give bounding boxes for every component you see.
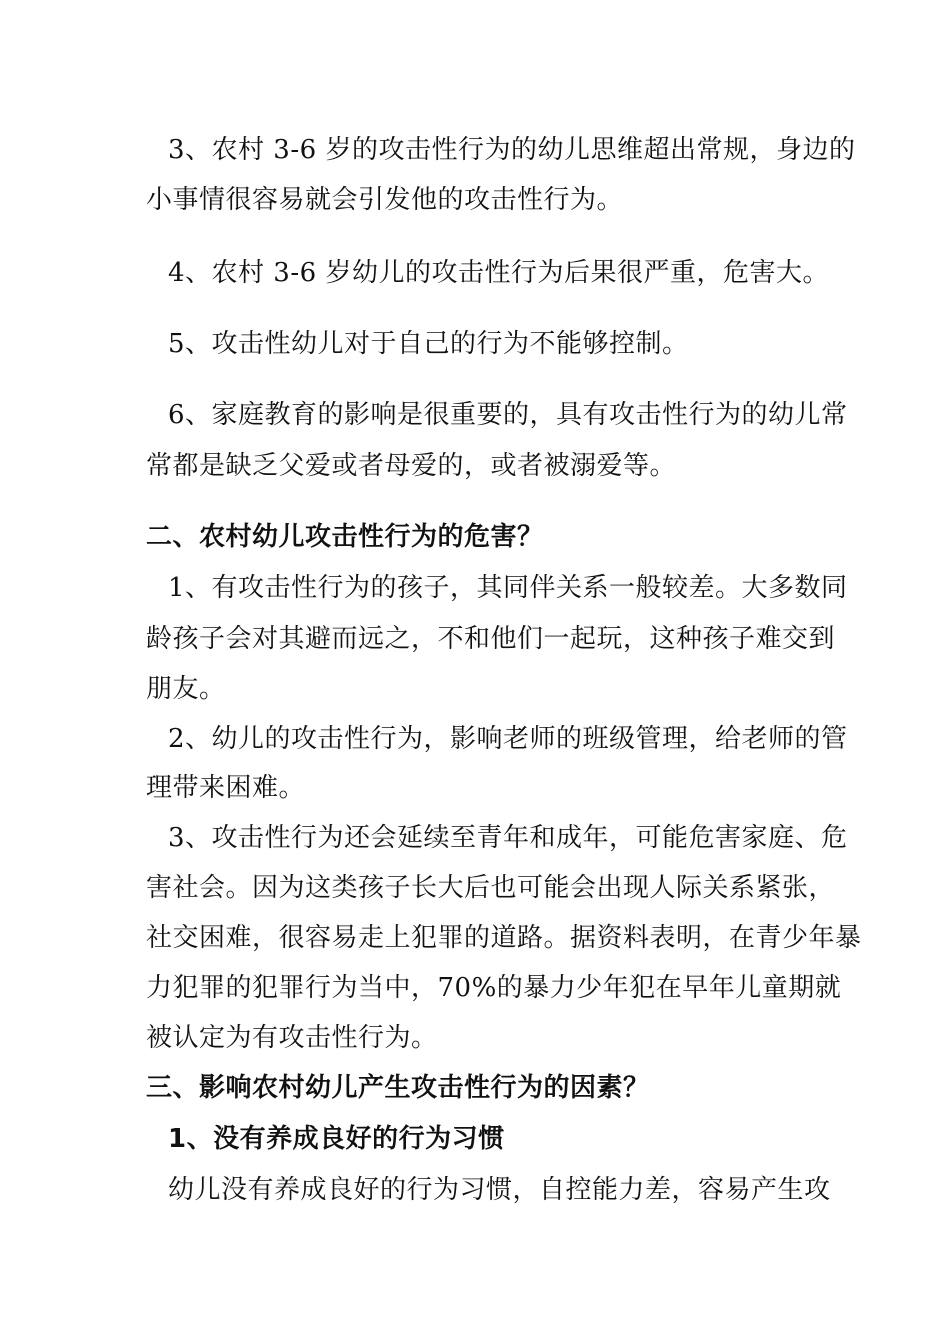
paragraph-line: 4、农村 3-6 岁幼儿的攻击性行为后果很严重，危害大。 bbox=[168, 258, 829, 288]
paragraph-line: 朋友。 bbox=[146, 674, 226, 704]
paragraph-line: 5、攻击性幼儿对于自己的行为不能够控制。 bbox=[168, 329, 689, 359]
paragraph-line: 理带来困难。 bbox=[146, 773, 306, 803]
paragraph-line: 害社会。因为这类孩子长大后也可能会出现人际关系紧张， bbox=[146, 873, 836, 903]
paragraph-line: 6、家庭教育的影响是很重要的，具有攻击性行为的幼儿常 bbox=[168, 400, 848, 430]
paragraph-line: 1、有攻击性行为的孩子，其同伴关系一般较差。大多数同 bbox=[168, 573, 848, 603]
paragraph-line: 被认定为有攻击性行为。 bbox=[146, 1023, 438, 1053]
paragraph-line: 3、农村 3-6 岁的攻击性行为的幼儿思维超出常规，身边的 bbox=[168, 135, 856, 165]
section-heading: 二、农村幼儿攻击性行为的危害？ bbox=[146, 522, 544, 552]
paragraph-line: 小事情很容易就会引发他的攻击性行为。 bbox=[146, 185, 624, 215]
subsection-heading: 1、没有养成良好的行为习惯 bbox=[168, 1124, 505, 1154]
paragraph-line: 3、攻击性行为还会延续至青年和成年，可能危害家庭、危 bbox=[168, 823, 848, 853]
paragraph-line: 力犯罪的犯罪行为当中，70%的暴力少年犯在早年儿童期就 bbox=[146, 973, 842, 1003]
paragraph-line: 2、幼儿的攻击性行为，影响老师的班级管理，给老师的管 bbox=[168, 724, 848, 754]
section-heading: 三、影响农村幼儿产生攻击性行为的因素？ bbox=[146, 1073, 650, 1103]
paragraph-line: 社交困难，很容易走上犯罪的道路。据资料表明，在青少年暴 bbox=[146, 923, 862, 953]
paragraph-line: 龄孩子会对其避而远之，不和他们一起玩，这种孩子难交到 bbox=[146, 624, 836, 654]
paragraph-line: 幼儿没有养成良好的行为习惯，自控能力差，容易产生攻 bbox=[168, 1175, 831, 1205]
paragraph-line: 常都是缺乏父爱或者母爱的，或者被溺爱等。 bbox=[146, 451, 677, 481]
